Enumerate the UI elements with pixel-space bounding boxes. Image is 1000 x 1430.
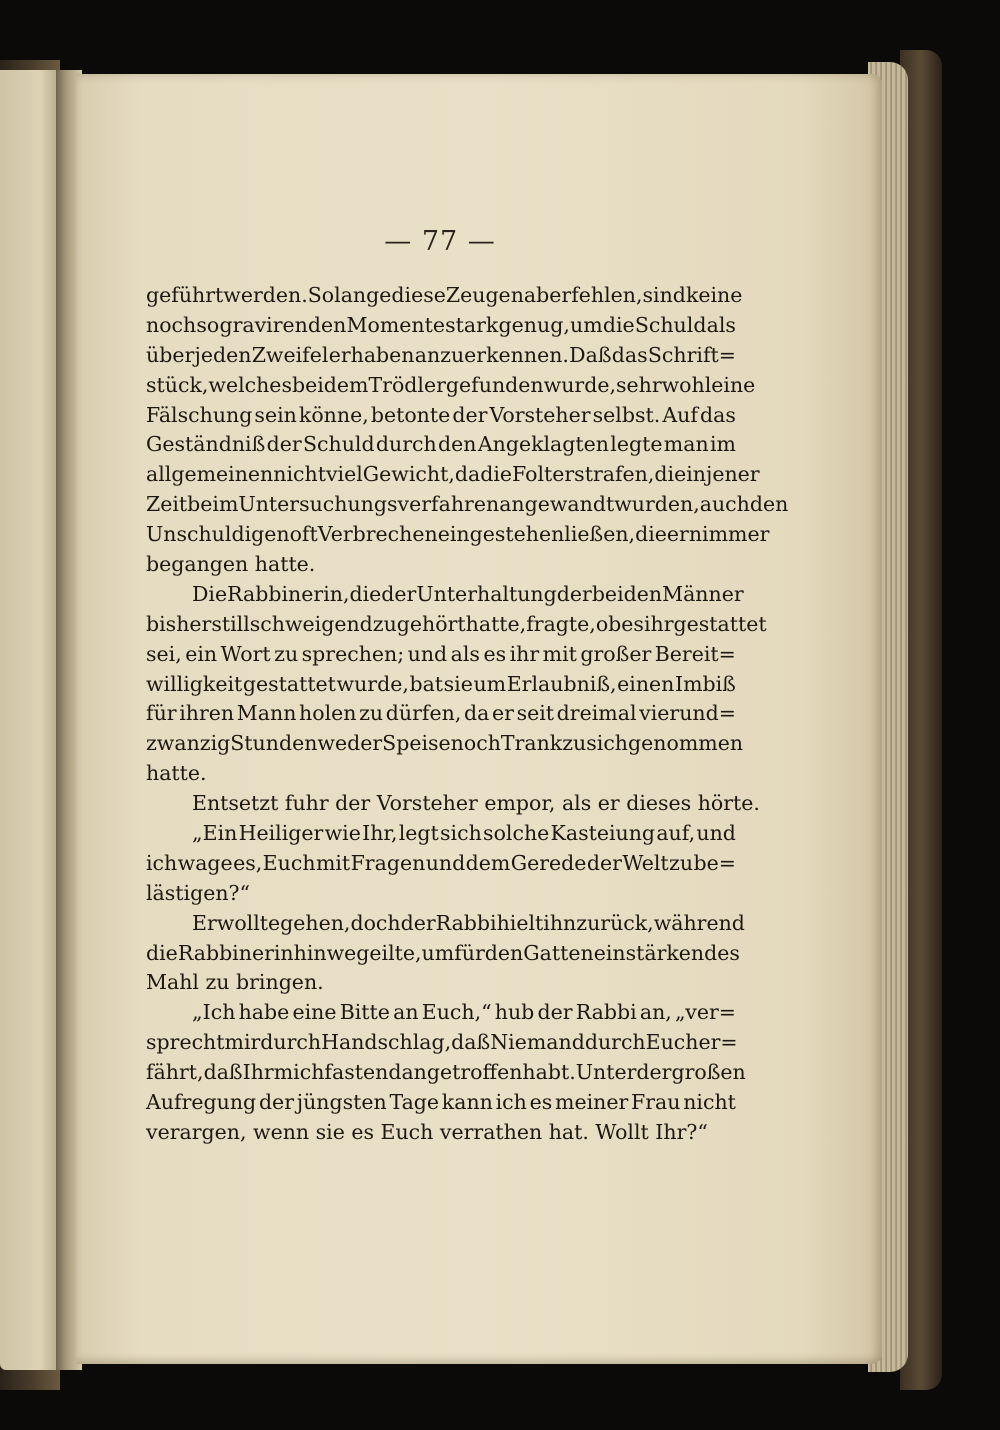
text-line: Entsetzt fuhr der Vorsteher empor, als er dieses hörte. — [192, 791, 760, 816]
text-line: begangen hatte. — [146, 552, 316, 577]
text-line: die Rabbinerin hinweg eilte, um für den Gatten ein stärkendes — [146, 940, 740, 965]
page-number: — 77 — — [384, 226, 496, 257]
text-line: allgemeinen nicht viel Gewicht, da die Folterstrafen, die in jener — [146, 462, 760, 487]
text-line: „Ich habe eine Bitte an Euch,“ hub der Rabbi an, „ver= — [192, 1000, 736, 1025]
text-line: über jeden Zweifel erhaben anzuerkennen. Daß das Schrift= — [146, 342, 736, 367]
text-line: verargen, wenn sie es Euch verrathen hat. Wollt Ihr?“ — [146, 1119, 708, 1144]
text-line: Er wollte gehen, doch der Rabbi hielt ihn zurück, während — [192, 910, 745, 935]
text-line: Geständniß der Schuld durch den Angeklagten legte man im — [146, 432, 736, 457]
text-line: sei, ein Wort zu sprechen; und als es ihr mit großer Bereit= — [146, 641, 736, 666]
text-line: für ihren Mann holen zu dürfen, da er seit dreimal vierund= — [146, 701, 736, 726]
text-line: „Ein Heiliger wie Ihr, legt sich solche Kasteiung auf, und — [192, 821, 736, 846]
text-line: sprecht mir durch Handschlag, daß Niemand durch Euch er= — [146, 1030, 738, 1055]
text-line: willigkeit gestattet wurde, bat sie um Erlaubniß, einen Imbiß — [146, 671, 736, 696]
text-line: Unschuldigen oft Verbrechen eingestehen ließen, die er nimmer — [146, 522, 770, 547]
page-text — [146, 281, 789, 1148]
previous-page-edge — [0, 70, 58, 1370]
text-line: hatte. — [146, 761, 207, 786]
text-line: zwanzig Stunden weder Speise noch Trank zu sich genommen — [146, 731, 744, 756]
text-line: fährt, daß Ihr mich fastend angetroffen habt. Unter der großen — [146, 1060, 746, 1085]
text-line: Aufregung der jüngsten Tage kann ich es meiner Frau nicht — [146, 1090, 736, 1115]
text-line: Mahl zu bringen. — [146, 970, 324, 995]
text-line: geführt werden. So lange diese Zeugen aber fehlen, sind keine — [146, 283, 743, 307]
text-line: bisher stillschweigend zugehört hatte, fragte, ob es ihr gestattet — [146, 611, 767, 636]
text-line: noch so gravirenden Momente stark genug, um die Schuld als — [146, 312, 736, 337]
text-line: stück, welches bei dem Trödler gefunden wurde, sehr wohl eine — [146, 372, 756, 397]
text-line: Fälschung sein könne, betonte der Vorsteher selbst. Auf das — [146, 402, 736, 427]
text-line: Die Rabbinerin, die der Unterhaltung der beiden Männer — [192, 581, 744, 606]
text-line: Zeit beim Untersuchungsverfahren angewandt wurden, auch den — [146, 492, 789, 517]
text-line: ich wage es, Euch mit Fragen und dem Gerede der Welt zu be= — [146, 850, 736, 875]
text-line: lästigen?“ — [146, 880, 251, 905]
